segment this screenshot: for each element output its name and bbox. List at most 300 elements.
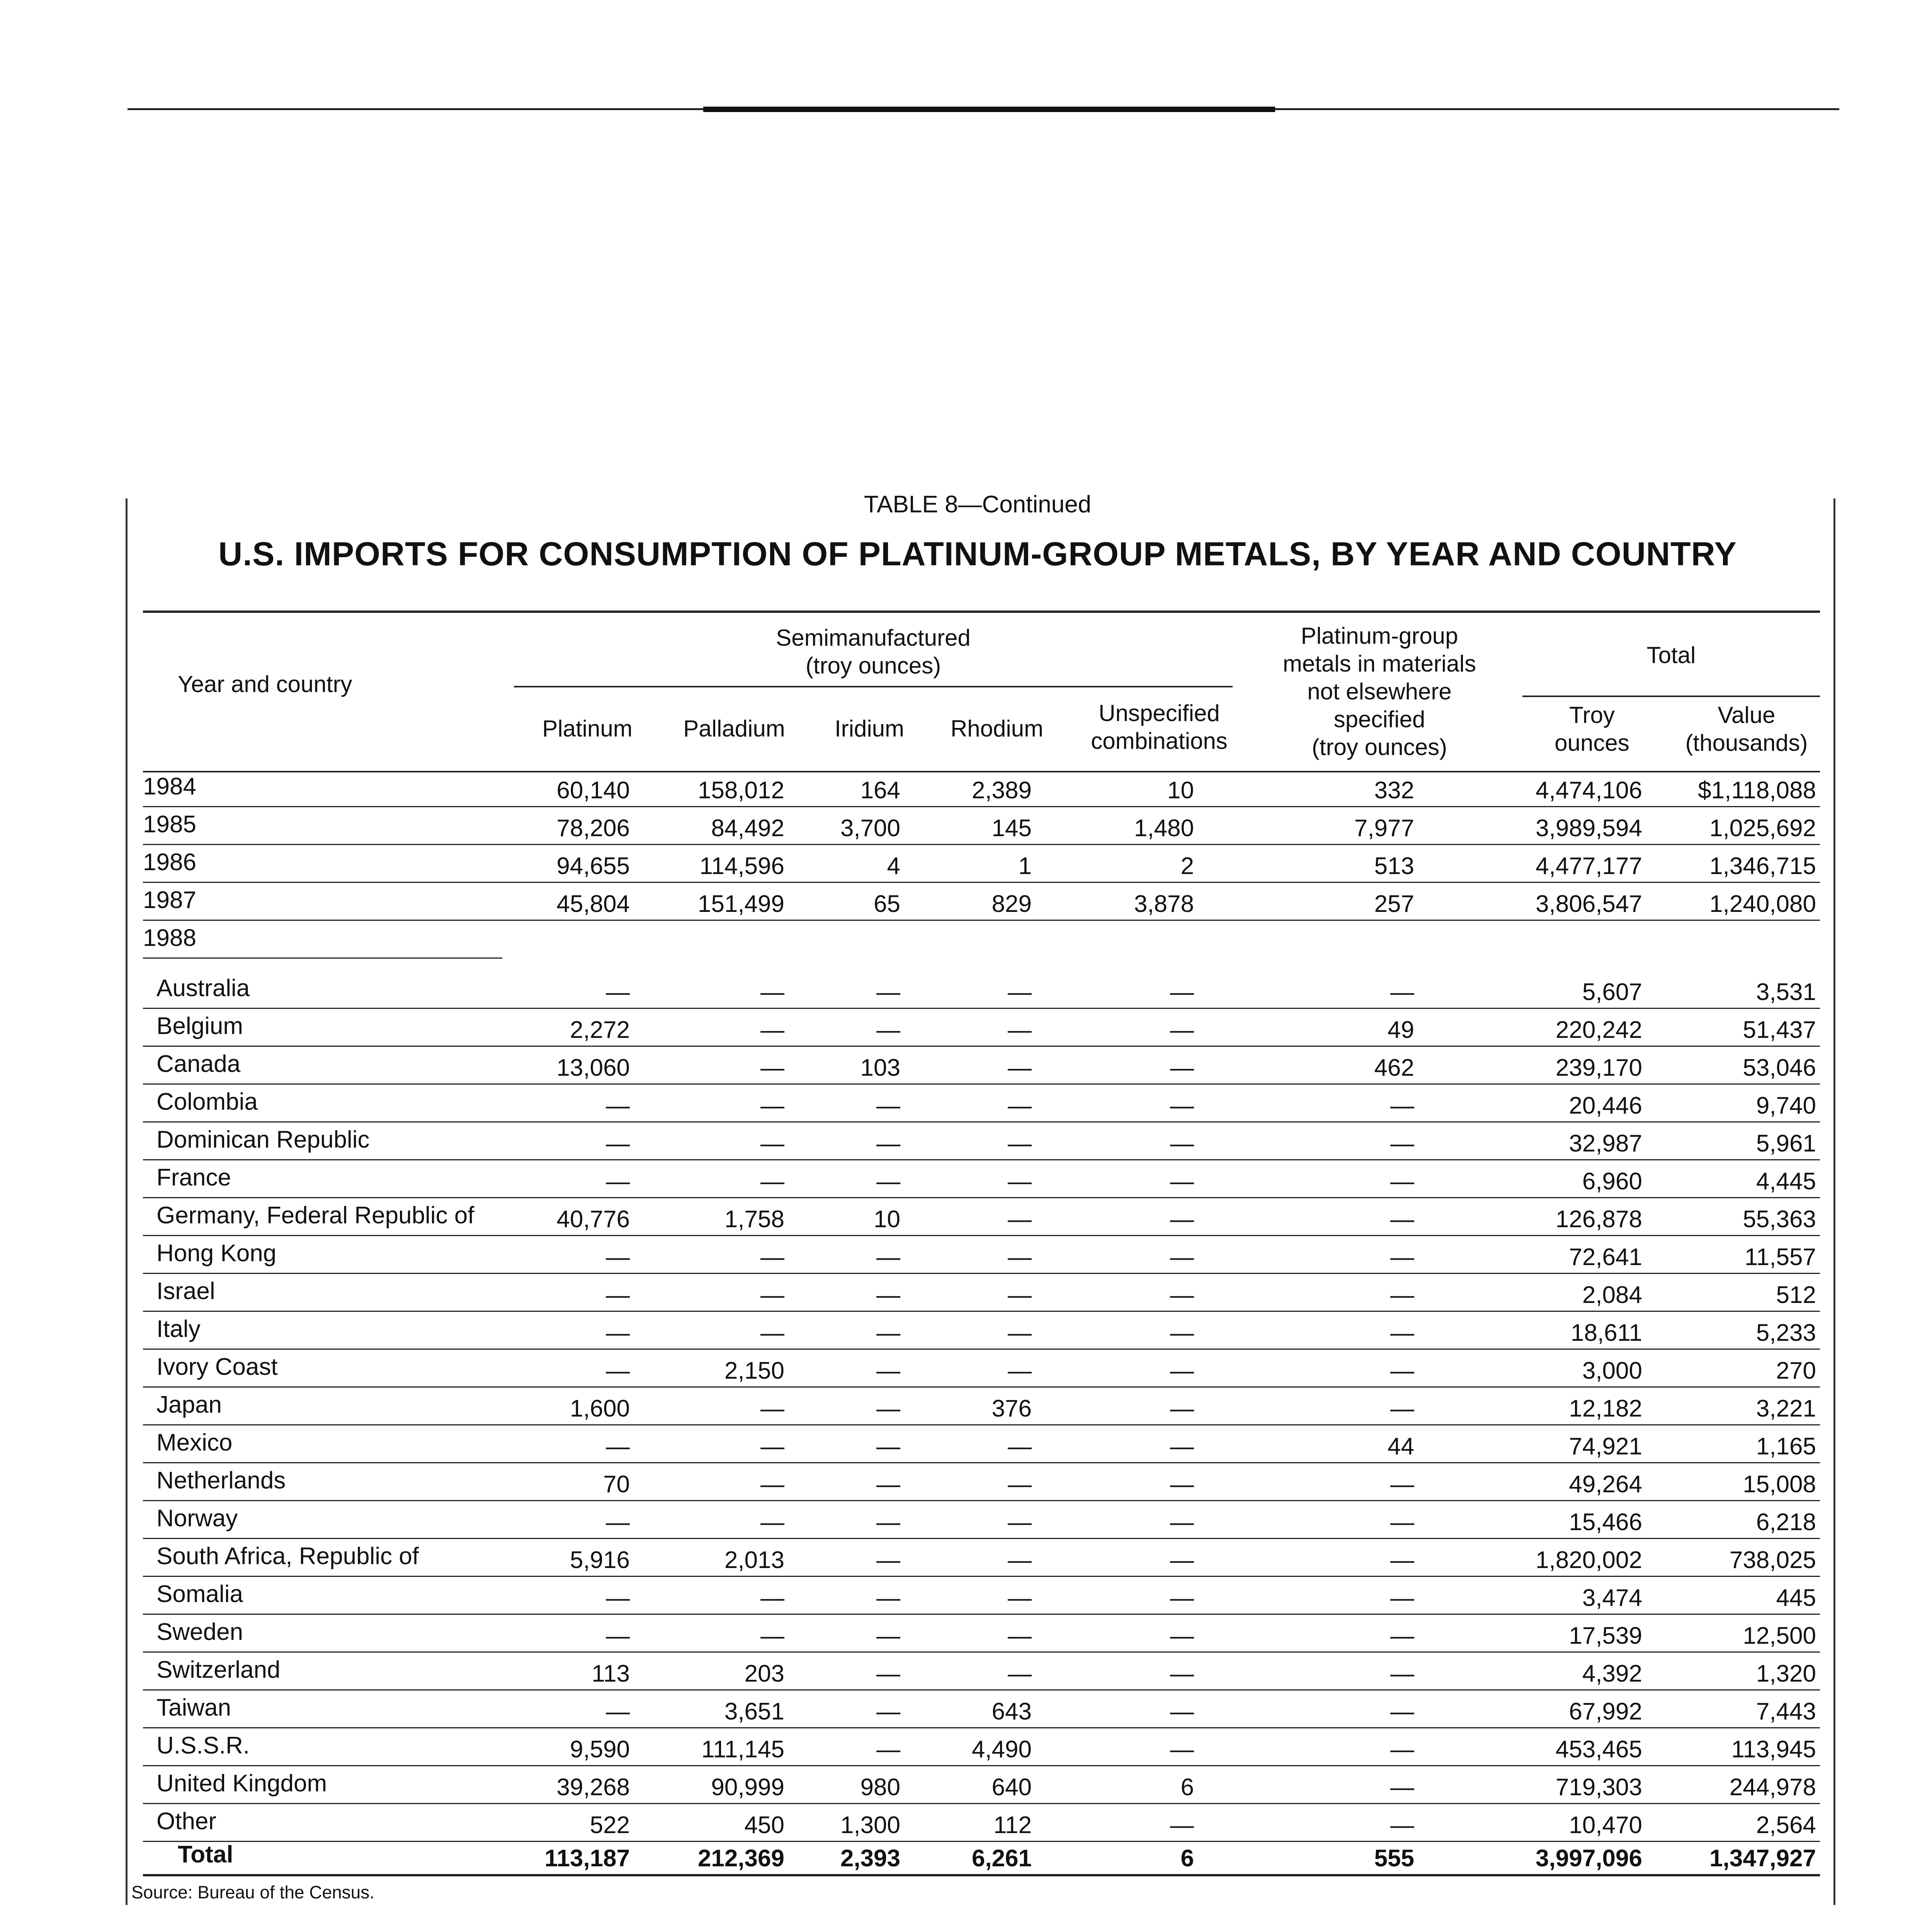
row-rule [143,1614,1820,1615]
row-rule [143,806,1820,807]
table-cell: 1,758 [724,1206,784,1233]
table-cell: 113,187 [544,1845,630,1872]
header-pgm-not-elsewhere [1260,622,1499,761]
table-cell: — [1390,1357,1414,1384]
header-value-line1: Value [1718,702,1776,728]
table-cell: — [1390,1130,1414,1157]
table-cell: — [1390,1585,1414,1611]
header-platinum: Platinum [542,716,633,742]
table-cell: — [1008,1092,1032,1119]
table-cell: 522 [590,1812,630,1838]
table-cell: 4,490 [971,1736,1032,1763]
table-cell: — [760,1168,784,1195]
country-label: Canada [156,1051,241,1077]
table-cell: — [1170,1168,1194,1195]
header-troy-line1: Troy [1569,702,1615,728]
header-unspecified-line2: combinations [1091,728,1228,754]
table-cell: 15,466 [1569,1509,1642,1536]
table-cell: — [1170,1282,1194,1308]
table-cell: 640 [992,1774,1032,1801]
table-cell: 15,008 [1743,1471,1816,1498]
table-cell: — [1170,1622,1194,1649]
table-cell: — [606,1585,630,1611]
country-label: Japan [156,1391,222,1418]
table-cell: 2,389 [971,777,1032,804]
table-cell: — [760,1509,784,1536]
table-cell: 94,655 [556,853,630,879]
table-cell: — [1390,1206,1414,1233]
table-cell: — [1170,1206,1194,1233]
table-cell: 44 [1388,1433,1414,1460]
table-cell: — [1170,1736,1194,1763]
table-cell: — [1008,1660,1032,1687]
row-rule [143,1121,1820,1122]
country-label: Mexico [156,1429,233,1456]
row-rule [143,1197,1820,1198]
table-cell: — [1008,1168,1032,1195]
table-left-border [126,498,128,1905]
table-cell: 70 [603,1471,630,1498]
table-cell: — [876,1092,900,1119]
table-cell: — [1170,1698,1194,1725]
table-cell: — [1008,1130,1032,1157]
table-cell: — [760,1622,784,1649]
table-cell: 7,977 [1354,815,1414,842]
table-cell: 1,240,080 [1709,891,1816,917]
top-rule-accent [703,107,1275,112]
table-cell: 5,607 [1582,979,1642,1005]
table-cell: — [1390,1509,1414,1536]
year-label: 1987 [143,887,196,913]
table-cell: — [1170,1395,1194,1422]
table-cell: 74,921 [1569,1433,1642,1460]
table-cell: 1,820,002 [1536,1547,1642,1573]
table-cell: 3,000 [1582,1357,1642,1384]
table-cell: 10 [1167,777,1194,804]
header-iridium: Iridium [834,716,905,742]
table-cell: 3,989,594 [1536,815,1642,842]
table-cell: — [1390,1282,1414,1308]
country-label: Netherlands [156,1467,286,1494]
header-pgm-line1: Platinum-group [1301,623,1458,649]
row-rule [143,1008,1820,1009]
table-cell: 158,012 [697,777,784,804]
table-cell: — [1008,979,1032,1005]
total-label: Total [178,1841,233,1868]
table-cell: — [1390,1320,1414,1346]
table-cell: 113 [592,1660,630,1687]
row-rule [143,1083,1820,1085]
table-cell: — [1390,1622,1414,1649]
country-label: Australia [156,975,250,1002]
year-label: 1985 [143,811,196,838]
header-pgm-line3: not elsewhere [1307,679,1452,704]
table-cell: — [1170,1130,1194,1157]
table-cell: 55,363 [1743,1206,1816,1233]
table-cell: 6,960 [1582,1168,1642,1195]
table-cell: — [876,1395,900,1422]
table-cell: 450 [744,1812,784,1838]
row-rule [143,957,502,959]
table-cell: — [876,1130,900,1157]
table-cell: — [760,1092,784,1119]
semimanufactured-underline [514,686,1233,687]
header-total: Total [1646,642,1696,668]
table-cell: 203 [744,1660,784,1687]
table-cell: — [1008,1433,1032,1460]
table-cell: 11,557 [1744,1244,1816,1270]
country-label: Switzerland [156,1656,281,1683]
row-rule [143,1462,1820,1463]
row-rule [143,920,1820,921]
table-cell: 5,916 [570,1547,630,1573]
table-cell: — [1008,1244,1032,1270]
row-rule [143,1651,1820,1653]
table-cell: — [876,1357,900,1384]
table-cell: 49 [1388,1017,1414,1043]
country-label: Norway [156,1505,238,1532]
table-cell: — [876,1320,900,1346]
table-cell: 13,060 [556,1054,630,1081]
table-cell: 5,233 [1756,1320,1816,1346]
table-cell: — [606,1698,630,1725]
table-cell: 6 [1180,1774,1194,1801]
table-cell: 4 [887,853,900,879]
table-cell: — [1008,1282,1032,1308]
table-cell: 220,242 [1555,1017,1642,1043]
header-rule-bottom [143,771,1820,772]
header-semimanufactured [514,624,1233,680]
table-cell: 40,776 [556,1206,630,1233]
table-cell: — [606,1509,630,1536]
table-cell: — [1008,1585,1032,1611]
table-cell: — [876,1471,900,1498]
table-cell: — [760,1433,784,1460]
table-cell: — [760,1282,784,1308]
table-cell: 719,303 [1555,1774,1642,1801]
country-label: Ivory Coast [156,1354,278,1380]
table-cell: — [1008,1320,1032,1346]
row-rule [143,1689,1820,1690]
table-cell: — [606,1320,630,1346]
table-cell: 3,474 [1582,1585,1642,1611]
table-cell: 239,170 [1555,1054,1642,1081]
table-cell: — [606,979,630,1005]
country-label: United Kingdom [156,1770,327,1797]
row-rule [143,1841,1820,1842]
table-cell: 1,300 [840,1812,900,1838]
table-cell: 1,346,715 [1709,853,1816,879]
table-cell: 4,445 [1756,1168,1816,1195]
table-cell: 39,268 [556,1774,630,1801]
table-cell: 151,499 [697,891,784,917]
table-cell: — [760,1130,784,1157]
country-label: South Africa, Republic of [156,1543,419,1570]
table-cell: 145 [992,815,1032,842]
table-cell: 1,480 [1134,815,1194,842]
table-cell: — [606,1168,630,1195]
row-rule [143,1386,1820,1388]
row-rule [143,1538,1820,1539]
header-pgm-line5: (troy ounces) [1311,734,1447,760]
table-right-border [1833,498,1835,1905]
table-cell: 2,393 [840,1845,900,1872]
table-cell: — [876,1660,900,1687]
table-cell: — [1390,979,1414,1005]
table-cell: 1 [1018,853,1032,879]
table-cell: 6,218 [1756,1509,1816,1536]
year-label: 1984 [143,773,196,800]
table-cell: 445 [1776,1585,1816,1611]
table-cell: — [1390,1736,1414,1763]
table-cell: 12,500 [1743,1622,1816,1649]
table-cell: 332 [1374,777,1414,804]
table-cell: 126,878 [1555,1206,1642,1233]
table-cell: 980 [860,1774,900,1801]
table-cell: — [876,1244,900,1270]
table-cell: — [1390,1547,1414,1573]
table-cell: — [876,1509,900,1536]
header-year-country: Year and country [178,671,352,697]
table-cell: 3,221 [1756,1395,1816,1422]
row-rule [143,1273,1820,1274]
table-cell: — [760,1395,784,1422]
country-label: Dominican Republic [156,1126,370,1153]
header-troy-ounces [1522,701,1662,757]
table-cell: 3,531 [1756,979,1816,1005]
row-rule [143,1349,1820,1350]
table-cell: — [1390,1168,1414,1195]
table-cell: — [760,1585,784,1611]
row-rule [143,1765,1820,1766]
table-cell: 10 [874,1206,900,1233]
row-rule [143,1727,1820,1728]
table-cell: — [760,1471,784,1498]
table-cell: 3,806,547 [1536,891,1642,917]
country-label: Germany, Federal Republic of [156,1202,474,1229]
row-rule [143,1159,1820,1160]
table-cell: — [876,1017,900,1043]
year-label: 1986 [143,849,196,876]
table-cell: 1,347,927 [1709,1845,1816,1872]
table-cell: 6,261 [971,1845,1032,1872]
table-cell: — [1008,1206,1032,1233]
table-cell: — [1170,979,1194,1005]
table-cell: — [1008,1622,1032,1649]
table-cell: — [760,1320,784,1346]
table-cell: 5,961 [1756,1130,1816,1157]
header-unspecified [1070,699,1248,755]
country-label: U.S.S.R. [156,1732,250,1759]
table-cell: — [876,1698,900,1725]
table-cell: — [1390,1244,1414,1270]
row-rule [143,1046,1820,1047]
country-label: Belgium [156,1013,243,1039]
table-cell: 112 [993,1812,1032,1838]
table-cell: 3,997,096 [1536,1845,1642,1872]
table-cell: — [876,1168,900,1195]
table-cell: 513 [1374,853,1414,879]
table-cell: 164 [860,777,900,804]
table-cell: 3,700 [840,815,900,842]
header-pgm-line2: metals in materials [1282,651,1476,677]
row-rule [143,1803,1820,1804]
table-cell: 53,046 [1743,1054,1816,1081]
table-cell: 2,084 [1582,1282,1642,1308]
table-cell: — [1008,1509,1032,1536]
table-cell: 2 [1180,853,1194,879]
table-cell: — [1008,1054,1032,1081]
table-cell: — [876,1736,900,1763]
table-cell: — [1170,1471,1194,1498]
table-cell: 18,611 [1570,1320,1642,1346]
table-cell: — [760,1017,784,1043]
header-troy-line2: ounces [1554,730,1629,756]
table-cell: 376 [992,1395,1032,1422]
table-cell: 90,999 [711,1774,784,1801]
table-cell: 453,465 [1555,1736,1642,1763]
table-cell: 212,369 [697,1845,784,1872]
table-cell: — [606,1357,630,1384]
table-cell: 643 [992,1698,1032,1725]
table-cell: — [760,1244,784,1270]
table-cell: 512 [1776,1282,1816,1308]
total-underline [1522,696,1820,697]
header-semimanufactured-line2: (troy ounces) [805,653,941,679]
country-label: Somalia [156,1581,243,1607]
table-cell: — [1390,1774,1414,1801]
table-cell: 9,740 [1756,1092,1816,1119]
table-cell: 4,474,106 [1536,777,1642,804]
table-cell: 67,992 [1569,1698,1642,1725]
table-cell: 1,025,692 [1709,815,1816,842]
table-cell: — [1170,1433,1194,1460]
table-cell: — [1390,1092,1414,1119]
table-cell: — [606,1282,630,1308]
table-cell: — [876,1433,900,1460]
table-cell: 51,437 [1743,1017,1816,1043]
table-cell: — [1170,1812,1194,1838]
table-cell: — [1390,1660,1414,1687]
table-cell: — [1170,1244,1194,1270]
table-cell: 12,182 [1569,1395,1642,1422]
table-cell: 1,165 [1756,1433,1816,1460]
table-source-note: Source: Bureau of the Census. [131,1882,375,1902]
table-cell: — [876,1585,900,1611]
table-cell: — [876,1547,900,1573]
table-cell: — [606,1092,630,1119]
table-cell: 45,804 [556,891,630,917]
header-value-thousands [1669,701,1824,757]
table-cell: 462 [1374,1054,1414,1081]
table-cell: — [876,1622,900,1649]
table-cell: $1,118,088 [1698,777,1816,804]
table-cell: 4,392 [1582,1660,1642,1687]
table-cell: 2,564 [1756,1812,1816,1838]
table-cell: 2,150 [724,1357,784,1384]
table-cell: 32,987 [1569,1130,1642,1157]
table-cell: — [1170,1357,1194,1384]
year-label-1988: 1988 [143,925,196,951]
table-cell: — [760,979,784,1005]
table-cell: — [1170,1547,1194,1573]
table-cell: 3,878 [1134,891,1194,917]
table-cell: 65 [874,891,900,917]
header-rule-top [143,611,1820,613]
table-cell: — [1008,1471,1032,1498]
table-cell: 103 [860,1054,900,1081]
table-cell: — [1170,1054,1194,1081]
table-cell: 49,264 [1569,1471,1642,1498]
table-cell: 270 [1776,1357,1816,1384]
table-cell: — [1008,1357,1032,1384]
row-rule [143,1235,1820,1236]
table-cell: — [1170,1320,1194,1346]
table-cell: 20,446 [1569,1092,1642,1119]
table-cell: 17,539 [1569,1622,1642,1649]
table-cell: 555 [1374,1845,1414,1872]
row-rule [143,844,1820,845]
country-label: Hong Kong [156,1240,277,1267]
table-cell: — [1170,1092,1194,1119]
row-rule [143,882,1820,883]
country-label: Other [156,1808,217,1835]
table-cell: 78,206 [556,815,630,842]
table-cell: — [1390,1395,1414,1422]
row-rule [143,1311,1820,1312]
table-cell: 1,600 [570,1395,630,1422]
table-cell: — [1008,1017,1032,1043]
header-value-line2: (thousands) [1685,730,1808,756]
country-label: Taiwan [156,1694,231,1721]
table-cell: 244,978 [1729,1774,1816,1801]
row-rule [143,1424,1820,1425]
table-cell: 2,272 [570,1017,630,1043]
table-cell: — [1170,1585,1194,1611]
table-cell: — [606,1244,630,1270]
row-rule [143,1500,1820,1501]
table-cell: 60,140 [556,777,630,804]
country-label: Israel [156,1278,215,1304]
table-cell: — [1390,1698,1414,1725]
table-cell: — [1170,1660,1194,1687]
table-cell: — [606,1622,630,1649]
header-semimanufactured-line1: Semimanufactured [776,625,971,651]
table-cell: — [1008,1547,1032,1573]
table-cell: — [606,1433,630,1460]
table-cell: — [1170,1017,1194,1043]
table-cell: — [606,1130,630,1157]
table-cell: 1,320 [1756,1660,1816,1687]
table-cell: 3,651 [724,1698,784,1725]
table-cell: 114,596 [699,853,784,879]
header-pgm-line4: specified [1333,706,1425,732]
table-cell: 2,013 [724,1547,784,1573]
header-rhodium: Rhodium [950,716,1044,742]
table-title: U.S. IMPORTS FOR CONSUMPTION OF PLATINUM-GROUP METALS, BY YEAR AND COUNTRY [218,536,1737,573]
table-cell: — [1390,1812,1414,1838]
country-label: Italy [156,1316,201,1342]
table-cell: — [1390,1471,1414,1498]
country-label: Sweden [156,1619,243,1645]
table-cell: — [876,979,900,1005]
country-label: Colombia [156,1088,258,1115]
table-cell: 10,470 [1569,1812,1642,1838]
table-cell: 7,443 [1756,1698,1816,1725]
header-palladium: Palladium [683,716,785,742]
table-cell: — [1170,1509,1194,1536]
table-cell: 113,945 [1731,1736,1816,1763]
